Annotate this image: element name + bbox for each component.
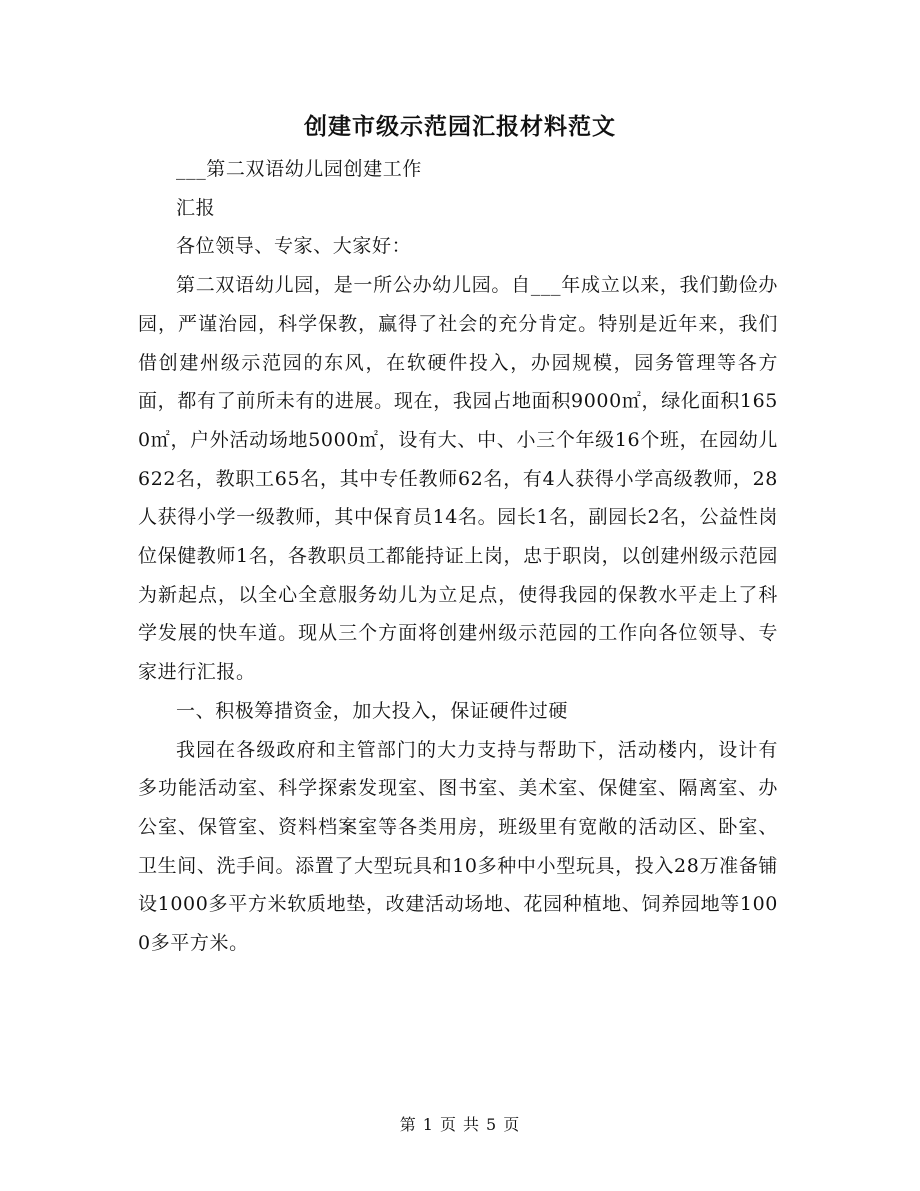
footer-suffix: 页 — [503, 1115, 521, 1134]
section-heading: 一、积极筹措资金，加大投入，保证硬件过硬 — [176, 699, 569, 722]
intro-paragraph: 第二双语幼儿园，是一所公办幼儿园。自___年成立以来，我们勤俭办园，严谨治园，科学保教，赢得了社会的充分肯定。特别是近年来，我们借创建州级示范园的东风，在软硬件投入，办园规模，园务管理等各方面，都有了前所未有的进展。现在，我园占地面积9000㎡，绿化面积1650㎡，户外活动场地5000㎡，设有大、中、小三个年级16个班，在园幼儿622名，教职工65名，其中专任教师62名，有4人获得小学高级教师，28人获得小学一级教师，其中保育员14名。园长1名，副园长2名，公益性岗位保健教师1名，各教职员工都能持证上岗，忠于职岗，以创建州级示范园为新起点，以全心全意服务幼儿为立足点，使得我园的保教水平走上了科学发展的快车道。现从三个方面将创建州级示范园的工作向各位领导、专家进行汇报。 — [138, 274, 778, 684]
subtitle-line: ___第二双语幼儿园创建工作 — [176, 158, 422, 180]
page-footer — [0, 1112, 920, 1135]
footer-page-number: 1 — [422, 1115, 434, 1134]
document-title: 创建市级示范园汇报材料范文 — [304, 113, 616, 140]
footer-prefix: 第 — [399, 1115, 417, 1134]
footer-total-pages: 5 — [486, 1115, 498, 1134]
footer-mid: 页 共 — [439, 1115, 481, 1134]
document-body — [138, 150, 778, 963]
greeting-paragraph: 各位领导、专家、大家好： — [176, 235, 412, 258]
facilities-paragraph: 我园在各级政府和主管部门的大力支持与帮助下，活动楼内，设计有多功能活动室、科学探索发现室、图书室、美术室、保健室、隔离室、办公室、保管室、资料档案室等各类用房，班级里有宽敞的活动区、卧室、卫生间、洗手间。添置了大型玩具和10多种中小型玩具，投入28万准备铺设1000多平方米软质地垫，改建活动场地、花园种植地、饲养园地等1000多平方米。 — [138, 738, 778, 955]
report-heading: 汇报 — [176, 196, 216, 219]
